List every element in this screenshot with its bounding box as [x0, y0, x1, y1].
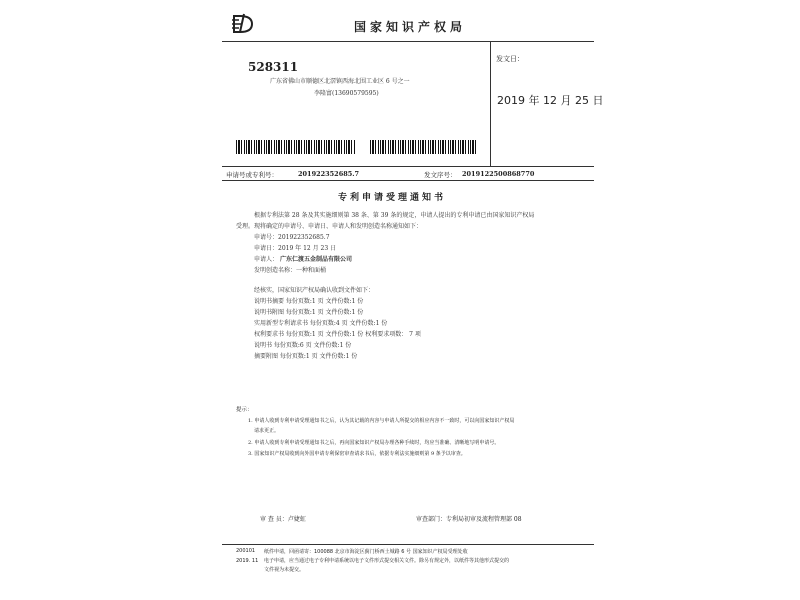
intro-line-1: 根据专利法第 28 条及其实施细则第 38 条、第 39 条的规定，申请人提出的专利申请已由国家知识产权局	[254, 212, 535, 219]
office-name: 国家知识产权局	[354, 20, 467, 34]
form-code: 200101	[236, 548, 256, 554]
note-2: 2. 申请人收到专利申请受理通知书之后，再向国家知识产权局办理各种手续时，均应当准确、清晰地写明申请号。	[248, 440, 500, 446]
file-item: 说明书 每份页数:6 页 文件份数:1 份	[254, 342, 352, 349]
issue-date: 2019 年 12 月 25 日	[497, 94, 604, 107]
postal-code: 528311	[248, 60, 299, 74]
form-version: 2019. 11	[236, 558, 259, 564]
serial-number-label: 发文序号：	[424, 171, 457, 179]
application-date-line: 申请日：2019 年 12 月 23 日	[254, 245, 337, 252]
applicant-address: 广东省佛山市顺德区北滘镇西海北围工业区 6 号之一	[270, 78, 410, 85]
column-divider	[490, 41, 491, 166]
examiner: 审 查 员：卢婕虹	[260, 516, 306, 523]
issue-date-label: 发文日：	[496, 55, 524, 63]
application-number-label: 申请号或专利号：	[226, 171, 278, 179]
note-3: 3. 国家知识产权局收到向外国申请专利保密审查请求书后，依据专利法实施细则第 9 条予以审查。	[248, 451, 466, 457]
barcode-right	[370, 140, 478, 154]
verification-line: 经核实，国家知识产权局确认收到文件如下：	[254, 287, 375, 294]
serial-number: 2019122500868770	[462, 170, 535, 178]
numbers-rule-bottom	[222, 180, 594, 181]
file-item: 说明书附图 每份页数:1 页 文件份数:1 份	[254, 309, 364, 316]
file-item: 权利要求书 每份页数:1 页 文件份数:1 份 权利要求项数： 7 项	[254, 331, 421, 338]
note-1-cont: 请求更正。	[254, 428, 280, 434]
notes-label: 提示：	[236, 407, 253, 413]
invention-name-line: 发明创造名称：一种和面桶	[254, 267, 327, 274]
applicant-contact: 李隆富(13690579595)	[314, 90, 379, 97]
file-item: 实用新型专利请求书 每份页数:4 页 文件份数:1 份	[254, 320, 388, 327]
footer-line-3: 文件视为未提交。	[264, 567, 305, 573]
examination-department: 审查部门：专利局初审及流程管理部 08	[416, 516, 522, 523]
footer-line-1: 纸件申请，回函请寄：100088 北京市海淀区蓟门桥西土城路 6 号 国家知识产权局受理处收	[264, 549, 468, 555]
barcode-left	[236, 140, 356, 154]
footer-line-2: 电子申请，应当通过电子专利申请系统以电子文件形式提交相关文件。除另有规定外，以纸件等其他形式提交的	[264, 558, 510, 564]
header-rule	[222, 41, 594, 42]
applicant-name: 广东仁渡五金制品有限公司	[280, 256, 353, 263]
applicant-label: 申请人：	[254, 256, 279, 263]
application-number-line: 申请号：201922352685.7	[254, 234, 330, 241]
note-1: 1. 申请人收到专利申请受理通知书之后，认为其记载的内容与申请人所提交的相应内容不一致时，可以向国家知识产权局	[248, 418, 515, 424]
intro-line-2: 受理。现将确定的申请号、申请日、申请人和发明创造名称通知如下：	[236, 223, 423, 230]
file-item: 说明书摘要 每份页数:1 页 文件份数:1 份	[254, 298, 364, 305]
application-number: 201922352685.7	[298, 170, 360, 178]
cnipa-logo-icon	[230, 12, 256, 34]
numbers-rule-top	[222, 166, 594, 167]
notice-title: 专利申请受理通知书	[338, 193, 447, 203]
file-item: 摘要附图 每份页数:1 页 文件份数:1 份	[254, 353, 358, 360]
footer-rule	[222, 544, 594, 545]
notice-document	[222, 0, 604, 600]
